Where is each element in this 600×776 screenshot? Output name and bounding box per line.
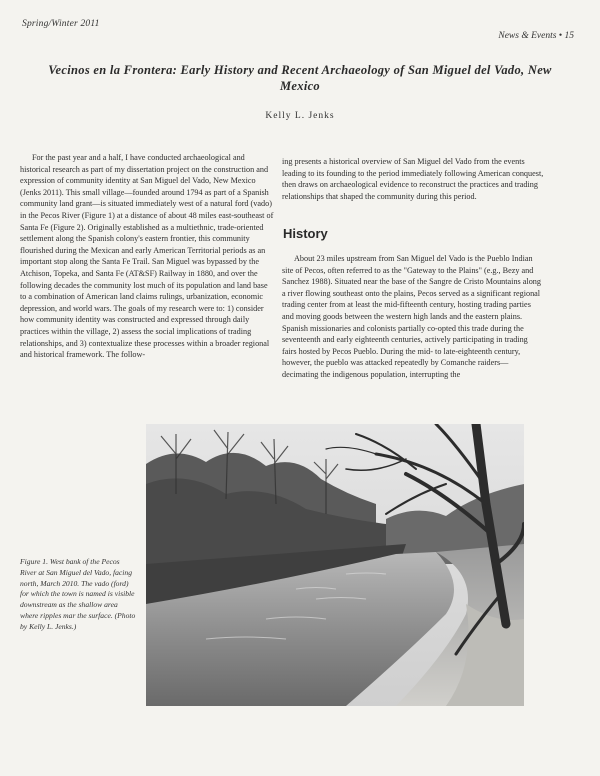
figure-caption: Figure 1. West bank of the Pecos River at San Miguel del Vado, facing north, March 2010. The vado (ford) for which the town is named is visible downstream as the shallow area where ripples mar the surface. (Photo by Kelly L. Jenks.): [20, 557, 136, 631]
running-header-issue: Spring/Winter 2011: [22, 19, 100, 29]
running-header-page: News & Events • 15: [498, 31, 574, 41]
section-heading-history: History: [283, 226, 328, 241]
figure-photo-pecos-river: [146, 424, 524, 706]
intro-paragraph: For the past year and a half, I have conducted archaeological and historical research as part of my dissertation project on the construction and expression of community identity at San Miguel del Vado, New Mexico (Jenks 2011). This small village—founded around 1794 as part of a Spanish community land grant—is situated immediately west of a natural ford (vado) in the Pecos River (Figure 1) at a distance of about 48 miles east-southeast of Santa Fe (Figure 2). Originally established as a multiethnic, trade-oriented settlement along the Spanish colony's eastern frontier, this community flourished during the Mexican and early American Territorial periods as an important stop along the Santa Fe Trail. San Miguel was bypassed by the Atchison, Topeka, and Santa Fe (AT&SF) Railway in 1880, and over the following decades the community lost much of its population and land base to a combination of American land claims rulings, urbanization, economic depression, and world wars. The goals of my research were to: 1) consider how community identity was constructed and expressed through daily practices within the village, 2) assess the social implications of trading relationships, and 3) contextualize these processes within a broader regional and historical framework. The follow-: [20, 153, 274, 360]
article-title: Vecinos en la Frontera: Early History and Recent Archaeology of San Miguel del Vado, New Mexico: [48, 63, 552, 93]
history-paragraph: About 23 miles upstream from San Miguel del Vado is the Pueblo Indian site of Pecos, often referred to as the "Gateway to the Plains" (e.g., Bezy and Sanchez 1988). Situated near the base of the Sangre de Cristo Mountains along a river flowing southeast onto the plains, Pecos served as a significant regional trading center from at least the mid-fifteenth century, hosting trading parties and moving goods between the western high lands and the eastern plains. Spanish missionaries and colonists partially co-opted this trade during the seventeenth and early eighteenth centuries, actively participating in trading fairs hosted by Pecos Pueblo. During the mid- to late-eighteenth century, however, the pueblo was attacked repeatedly by Comanche raiders—decimating the indigenous population, interrupting the: [282, 254, 541, 379]
article-author: Kelly L. Jenks: [265, 111, 335, 121]
intro-continuation: ing presents a historical overview of San Miguel del Vado from the events leading to its founding to the period immediately following American conquest, then draws on archaeological evidence to reconstruct the practices and trading relationships that shaped the community during this period.: [282, 157, 544, 201]
